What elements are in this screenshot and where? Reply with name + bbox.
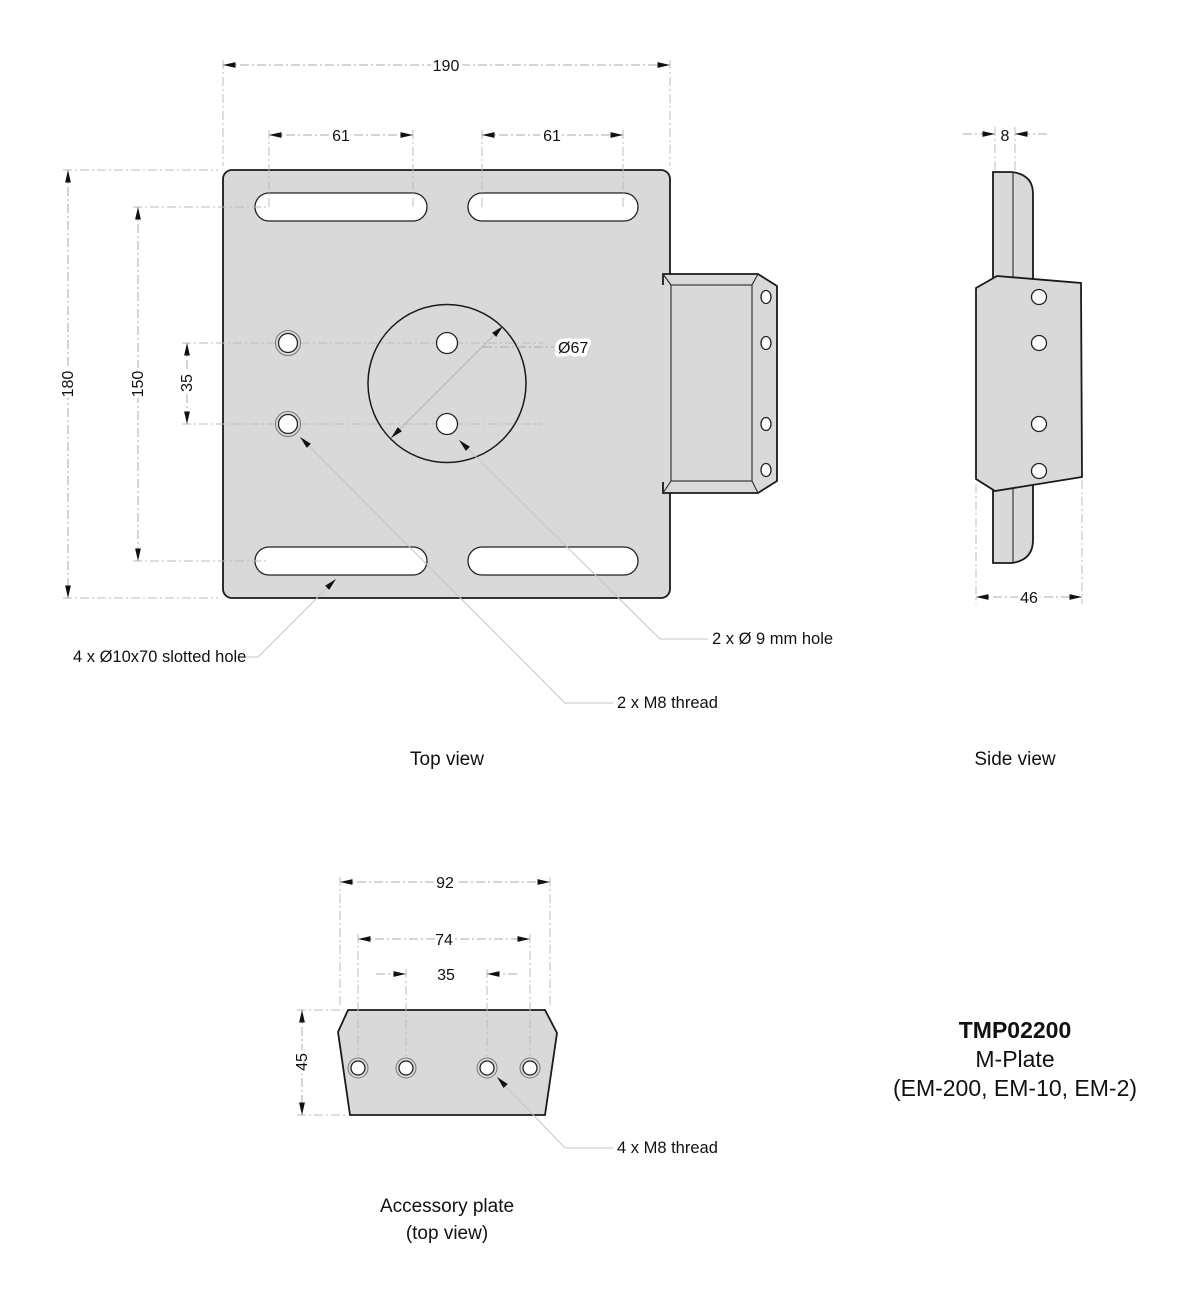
label-accessory-m8-threads: 4 x M8 thread (617, 1139, 718, 1157)
top-view-flange-tab (663, 274, 777, 493)
side-view-hole-3 (1032, 417, 1047, 432)
flange-hole-3 (761, 418, 771, 431)
dim-accessory-height: 45 (294, 1053, 311, 1071)
top-view (60, 58, 833, 770)
accessory-caption-line2: (top view) (405, 1223, 489, 1244)
dim-slot-row-spacing: 150 (130, 370, 147, 398)
top-view-caption: Top view (410, 749, 484, 770)
side-view-flange (976, 276, 1082, 491)
dim-slot-right-length: 61 (543, 128, 561, 145)
slot-top-left (255, 193, 427, 221)
accessory-caption-line1: Accessory plate (379, 1196, 515, 1217)
dim-accessory-width: 92 (436, 875, 454, 892)
dim-slot-left-length: 61 (332, 128, 350, 145)
dim-plate-height: 180 (60, 370, 77, 398)
center-circle (368, 305, 526, 463)
dim-flange-depth: 46 (1020, 590, 1038, 607)
label-slotted-holes: 4 x Ø10x70 slotted hole (73, 648, 247, 666)
dim-hole-spacing: 35 (179, 374, 196, 392)
hole-9mm-upper (437, 333, 458, 354)
accessory-plate-body (338, 1010, 557, 1115)
side-view-hole-1 (1032, 290, 1047, 305)
dim-plate-thickness: 8 (1000, 128, 1010, 145)
side-view-caption: Side view (974, 749, 1056, 770)
compatibility-models: (EM-200, EM-10, EM-2) (892, 1075, 1138, 1101)
side-view-hole-2 (1032, 336, 1047, 351)
dim-accessory-outer-holes: 74 (435, 932, 453, 949)
product-name: M-Plate (975, 1046, 1055, 1072)
part-number: TMP02200 (958, 1017, 1072, 1043)
label-9mm-holes: 2 x Ø 9 mm hole (712, 630, 834, 648)
accessory-view (294, 875, 718, 1244)
flange-tab-fill (663, 274, 777, 493)
slot-top-right (468, 193, 638, 221)
hole-9mm-lower (437, 414, 458, 435)
flange-hole-1 (761, 291, 771, 304)
side-view-hole-4 (1032, 464, 1047, 479)
slot-bottom-left (255, 547, 427, 575)
title-block (893, 1017, 1137, 1101)
dim-plate-width: 190 (432, 58, 460, 75)
dim-accessory-inner-holes: 35 (437, 967, 455, 984)
label-m8-threads: 2 x M8 thread (617, 694, 718, 712)
side-view (963, 127, 1082, 770)
flange-hole-2 (761, 337, 771, 350)
slot-bottom-right (468, 547, 638, 575)
dim-circle-diameter: Ø67 (558, 340, 589, 357)
flange-hole-4 (761, 464, 771, 477)
